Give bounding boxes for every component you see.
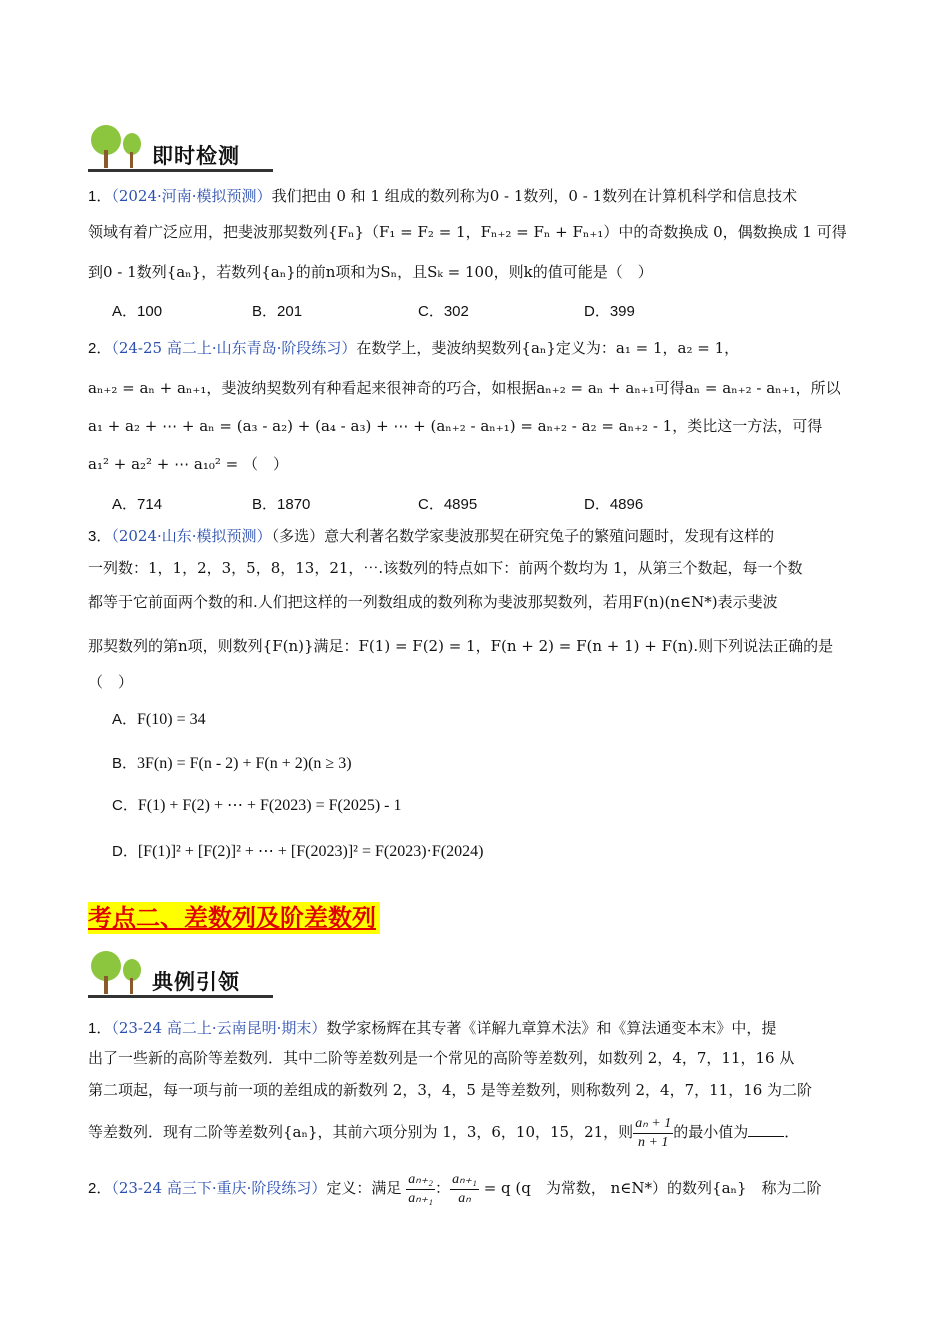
example-1-line-2: 出了一些新的高阶等差数列．其中二阶等差数列是一个常见的高阶等差数列，如数列 2，4，7，11，16 从 xyxy=(88,1049,795,1067)
tree-icon xyxy=(88,950,148,996)
option-b[interactable]: B．1870 xyxy=(252,496,311,513)
option-a[interactable]: A．F(10) = 34 xyxy=(112,711,206,728)
question-3-line-3: 都等于它前面两个数的和.人们把这样的一列数组成的数列称为斐波那契数列，若用F(n)(n∈N*)表示斐波 xyxy=(88,593,778,611)
fraction: $\frac{\text{aₙ₊₂}}{\text{aₙ₊₁}}$ xyxy=(408,1171,434,1206)
fraction: $\frac{\text{aₙ₊₁}}{\text{aₙ}}$ xyxy=(452,1171,477,1206)
header-underline xyxy=(88,169,273,172)
question-2-line-1: 2．（24-25 高二上·山东青岛·阶段练习）在数学上，斐波纳契数列{aₙ}定义为：a₁ = 1，a₂ = 1， xyxy=(88,339,740,357)
tree-icon xyxy=(88,124,148,170)
section-header-title: 即时检测 xyxy=(152,144,240,168)
question-source: （2024·河南·模拟预测） xyxy=(111,187,272,205)
option-a[interactable]: A．100 xyxy=(112,303,163,320)
question-2-line-3: a₁ + a₂ + ⋯ + aₙ = (a₃ - a₂) + (a₄ - a₃) + ⋯ + (aₙ₊₂ - aₙ₊₁) = aₙ₊₂ - a₂ = aₙ₊₂ - 1，类比这一方法，可得 xyxy=(88,417,823,435)
option-b[interactable]: B．3F(n) = F(n - 2) + F(n + 2)(n ≥ 3) xyxy=(112,755,352,772)
option-d[interactable]: D．[F(1)]² + [F(2)]² + ⋯ + [F(2023)]² = F(2023)·F(2024) xyxy=(112,843,484,860)
section-header-instant-check xyxy=(88,124,273,174)
example-1-line-4: 等差数列．现有二阶等差数列{aₙ}，其前六项分别为 1，3，6，10，15，21，则 $\frac{\text{aₙ + 1}}{n + 1}$ 的最小值为 ． xyxy=(88,1115,800,1150)
example-2-line-1: 2．（23-24 高三下·重庆·阶段练习）定义：满足 $\frac{\text{aₙ₊₂}}{\text{aₙ₊₁}}$ ： $\frac{\text{aₙ₊₁}}{\text{aₙ}}$ = q (q 为常数， n∈N*）的数列{aₙ} 称为二阶 xyxy=(88,1171,822,1206)
question-3-line-1: 3．（2024·山东·模拟预测）（多选）意大利著名数学家斐波那契在研究兔子的繁殖问题时，发现有这样的 xyxy=(88,527,775,545)
question-3-line-5: （ ） xyxy=(88,673,134,691)
section-header-typical-examples xyxy=(88,950,273,1000)
question-2-line-2: aₙ₊₂ = aₙ + aₙ₊₁，斐波纳契数列有种看起来很神奇的巧合，如根据aₙ₊₂ = aₙ + aₙ₊₁可得aₙ = aₙ₊₂ - aₙ₊₁，所以 xyxy=(88,379,841,397)
option-c[interactable]: C．F(1) + F(2) + ⋯ + F(2023) = F(2025) - 1 xyxy=(112,797,402,814)
question-source: （24-25 高二上·山东青岛·阶段练习） xyxy=(111,339,357,357)
option-c[interactable]: C．302 xyxy=(418,303,469,320)
question-3-line-4: 那契数列的第n项，则数列{F(n)}满足：F(1) = F(2) = 1，F(n + 2) = F(n + 1) + F(n).则下列说法正确的是 xyxy=(88,637,834,655)
question-1-line-2: 领域有着广泛应用，把斐波那契数列{Fₙ}（F₁ = F₂ = 1，Fₙ₊₂ = Fₙ + Fₙ₊₁）中的奇数换成 0，偶数换成 1 可得 xyxy=(88,223,847,241)
question-2-line-4: a₁² + a₂² + ⋯ a₁₀² = （ ） xyxy=(88,455,289,473)
option-d[interactable]: D．4896 xyxy=(584,496,644,513)
option-d[interactable]: D．399 xyxy=(584,303,635,320)
option-a[interactable]: A．714 xyxy=(112,496,163,513)
question-1-line-1: 1．（2024·河南·模拟预测）我们把由 0 和 1 组成的数列称为0 - 1数列，0 - 1数列在计算机科学和信息技术 xyxy=(88,187,798,205)
question-3-line-2: 一列数：1，1，2，3，5，8，13，21，⋯.该数列的特点如下：前两个数均为 1，从第三个数起，每一个数 xyxy=(88,559,803,577)
option-b[interactable]: B．201 xyxy=(252,303,303,320)
example-1-line-1: 1．（23-24 高二上·云南昆明·期末）数学家杨辉在其专著《详解九章算术法》和《算法通变本末》中，提 xyxy=(88,1019,777,1037)
section-title-difference-sequence: 考点二、差数列及阶差数列 xyxy=(88,902,380,934)
question-source: （23-24 高三下·重庆·阶段练习） xyxy=(111,1179,327,1197)
question-source: （23-24 高二上·云南昆明·期末） xyxy=(111,1019,327,1037)
fraction: $\frac{\text{aₙ + 1}}{n + 1}$ xyxy=(635,1115,672,1150)
option-c[interactable]: C．4895 xyxy=(418,496,478,513)
question-1-line-3: 到0 - 1数列{aₙ}，若数列{aₙ}的前n项和为Sₙ，且Sₖ = 100，则k的值可能是（ ） xyxy=(88,263,653,281)
answer-blank[interactable] xyxy=(748,1122,784,1137)
section-header-title: 典例引领 xyxy=(152,970,240,994)
header-underline xyxy=(88,995,273,998)
example-1-line-3: 第二项起，每一项与前一项的差组成的新数列 2，3，4，5 是等差数列，则称数列 2，4，7，11，16 为二阶 xyxy=(88,1081,813,1099)
question-source: （2024·山东·模拟预测） xyxy=(111,527,272,545)
